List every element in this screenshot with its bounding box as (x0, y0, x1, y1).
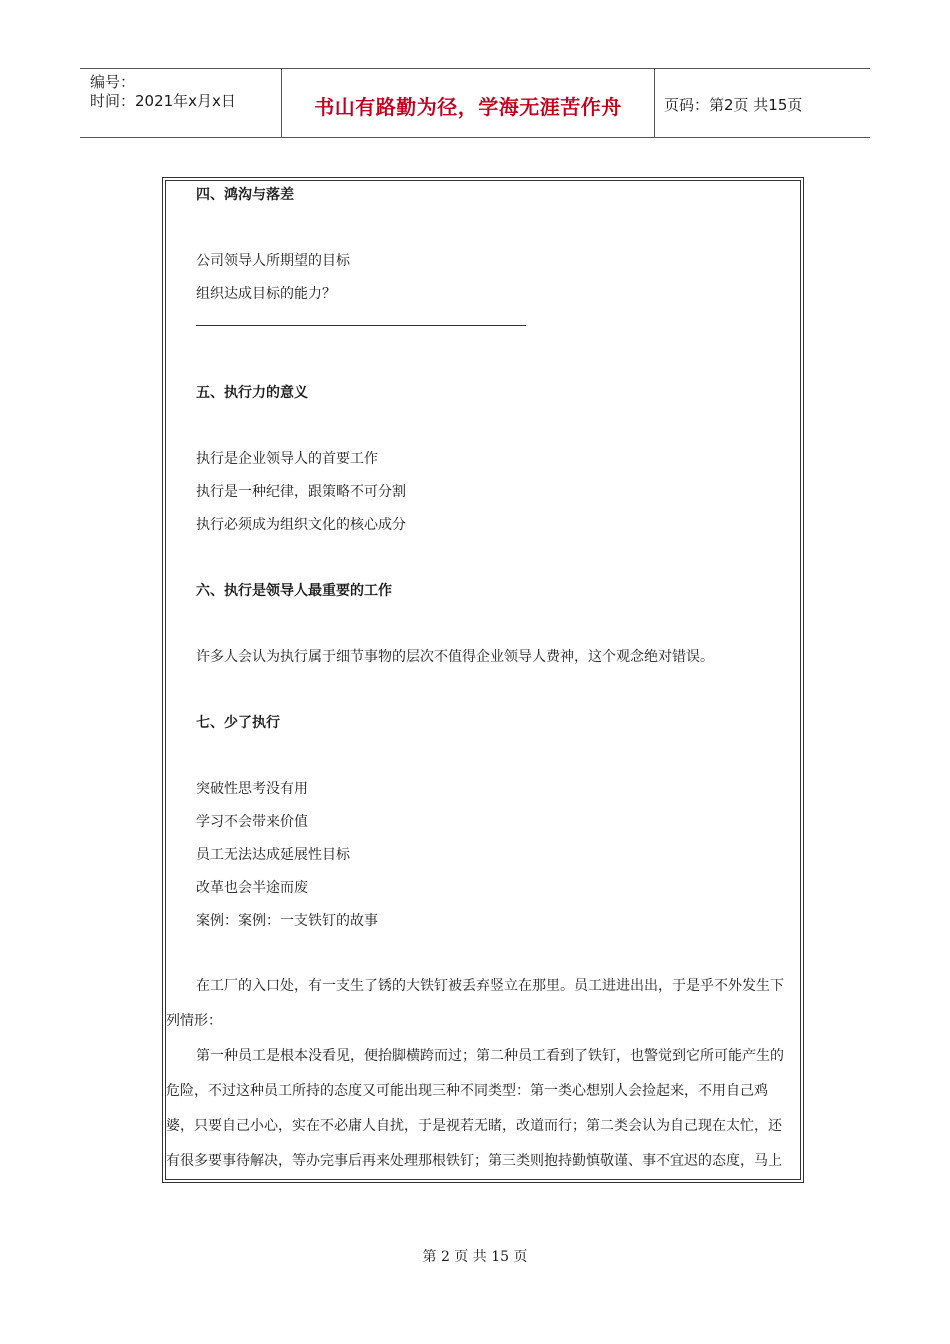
header-motto-cell (281, 69, 655, 137)
header-motto: 书山有路勤为径，学海无涯苦作舟 (314, 95, 622, 119)
section-5-title: 五、执行力的意义 (196, 385, 308, 401)
section-5-line-3: 执行必须成为组织文化的核心成分 (196, 517, 406, 533)
document-number-label: 编号： (90, 73, 136, 91)
header-page-cell (654, 69, 870, 137)
section-6-title: 六、执行是领导人最重要的工作 (196, 583, 392, 599)
section-4-title: 四、鸿沟与落差 (196, 187, 294, 203)
case-paragraph-2-line-2: 危险，不过这种员工所持的态度又可能出现三种不同类型：第一类心想别人会捡起来，不用自己鸡 (166, 1083, 768, 1099)
case-paragraph-1-line-2: 列情形： (166, 1013, 222, 1029)
section-7-line-1: 突破性思考没有用 (196, 781, 308, 797)
case-paragraph-2-line-1: 第一种员工是根本没看见，便抬脚横跨而过；第二种员工看到了铁钉，也警觉到它所可能产生的 (196, 1048, 784, 1064)
section-5-line-2: 执行是一种纪律，跟策略不可分割 (196, 484, 406, 500)
content-box (162, 177, 804, 1183)
page-footer: 第 2 页 共 15 页 (422, 1249, 528, 1265)
case-title: 案例：案例：一支铁钉的故事 (196, 913, 378, 929)
header-page-label: 页码：第2页 共15页 (664, 96, 803, 114)
case-paragraph-2-line-3: 婆，只要自己小心，实在不必庸人自扰，于是视若无睹，改道而行；第二类会认为自己现在太忙，还 (166, 1118, 782, 1134)
header-table (80, 68, 870, 138)
case-paragraph-1 (166, 969, 800, 1039)
document-time-label: 时间：2021年x月x日 (90, 92, 236, 110)
case-paragraph-2 (166, 1039, 800, 1179)
section-7-line-2: 学习不会带来价值 (196, 814, 308, 830)
section-7-title: 七、少了执行 (196, 715, 280, 731)
case-paragraph-1-line-1: 在工厂的入口处，有一支生了锈的大铁钉被丢弃竖立在那里。员工进进出出，于是乎不外发生下 (196, 978, 784, 994)
section-5-line-1: 执行是企业领导人的首要工作 (196, 451, 378, 467)
content-box-inner (165, 180, 801, 1180)
blank-underline (196, 325, 526, 326)
section-4-line-1: 公司领导人所期望的目标 (196, 253, 350, 269)
section-6-line-1: 许多人会认为执行属于细节事物的层次不值得企业领导人费神，这个观念绝对错误。 (196, 649, 714, 665)
header-info-cell (80, 69, 281, 137)
section-7-line-3: 员工无法达成延展性目标 (196, 847, 350, 863)
section-4-line-2: 组织达成目标的能力？ (196, 286, 336, 302)
case-paragraph-2-line-4: 有很多要事待解决，等办完事后再来处理那根铁钉；第三类则抱持勤慎敬谨、事不宜迟的态度，马上 (166, 1153, 782, 1169)
section-7-line-4: 改革也会半途而废 (196, 880, 308, 896)
